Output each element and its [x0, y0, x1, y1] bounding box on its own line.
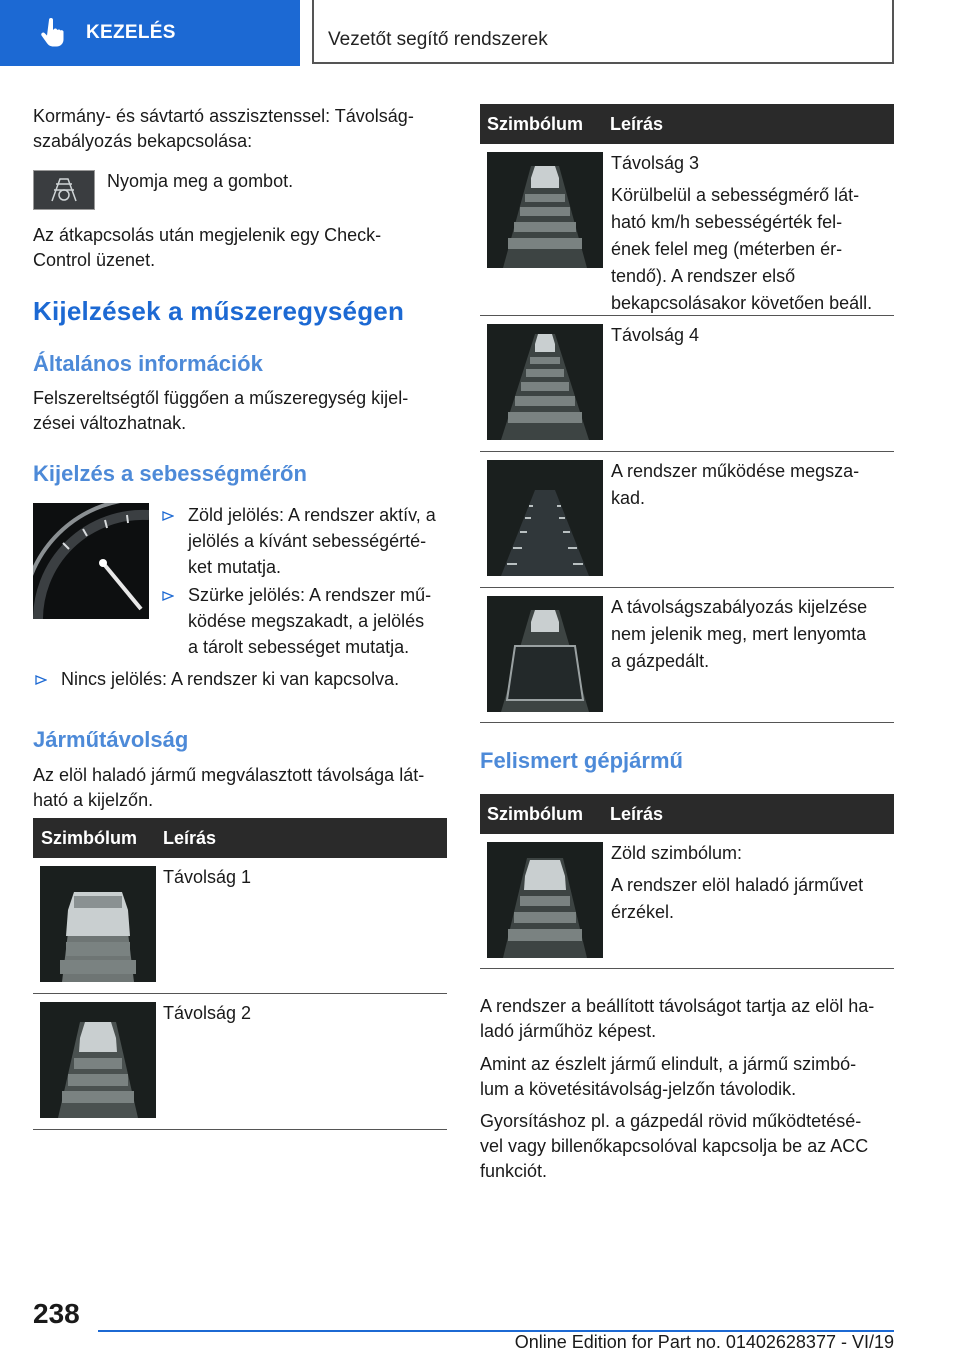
- paragraph: Gyorsításhoz pl. a gázpedál rövid működtetésé- vel vagy billenőkapcsolóval kapcsolja be az ACC funkciót.: [480, 1111, 869, 1181]
- col-header-symbol: Szimbólum: [487, 804, 584, 824]
- col-header-symbol: Szimbólum: [41, 828, 138, 848]
- distance-2-symbol: [40, 1002, 156, 1118]
- table-divider: [33, 993, 447, 994]
- button-instruction: Nyomja meg a gombot.: [107, 171, 294, 191]
- after-text: Az átkapcsolás után megjelenik egy Check- Control üzenet.: [33, 225, 382, 270]
- table-cell: Távolság 4: [611, 325, 700, 345]
- section-label: KEZELÉS: [86, 22, 176, 43]
- bullet-item: Szürke jelölés: A rendszer mű- ködése megszakadt, a jelölés a tárolt sebességet mutatja.: [188, 585, 432, 657]
- bullet-triangle-icon: [162, 590, 174, 602]
- table-divider: [480, 315, 894, 316]
- table-cell: Távolság 2: [163, 1003, 252, 1023]
- bullet-item: Zöld jelölés: A rendszer aktív, a jelölés a kívánt sebességérté- ket mutatja.: [188, 505, 436, 577]
- col-header-description: Leírás: [163, 828, 217, 848]
- edition-info: Online Edition for Part no. 01402628377 - VI/19: [514, 1332, 894, 1352]
- table-divider: [480, 451, 894, 452]
- table-cell: A távolságszabályozás kijelzése nem jelenik meg, mert lenyomta a gázpedált.: [611, 597, 868, 671]
- accelerator-pressed-symbol: [487, 596, 603, 712]
- intro-text: Kormány- és sávtartó asszisztenssel: Távolság- szabályozás bekapcsolása:: [33, 106, 414, 151]
- heading-sebessegmero: Kijelzés a sebességmérőn: [33, 461, 307, 486]
- table-cell: Távolság 1: [163, 867, 252, 887]
- distance-3-symbol: [487, 152, 603, 268]
- table-cell: Zöld szimbólum:: [611, 843, 743, 863]
- chapter-header: [312, 0, 894, 64]
- bullet-item: Nincs jelölés: A rendszer ki van kapcsolva.: [61, 669, 400, 689]
- heading-kijelzesek: Kijelzések a műszeregységen: [33, 296, 405, 326]
- speedometer-image: [33, 503, 149, 619]
- bullet-triangle-icon: [35, 674, 47, 686]
- col-header-description: Leírás: [610, 804, 664, 824]
- distance-4-symbol: [487, 324, 603, 440]
- table-divider: [33, 1129, 447, 1130]
- detected-vehicle-symbol: [487, 842, 603, 958]
- table-header: [480, 104, 894, 144]
- page-number: 238: [33, 1298, 80, 1329]
- table-cell: Körülbelül a sebességmérő lát- ható km/h sebességérték fel- ének felel meg (méterben ér- tendő). A rendszer első bekapcsolásakor követően beáll.: [611, 185, 873, 313]
- heading-jarmutavolsag: Járműtávolság: [33, 727, 189, 752]
- table-header: [480, 794, 894, 834]
- table-cell: Távolság 3: [611, 153, 700, 173]
- system-interrupted-symbol: [487, 460, 603, 576]
- table-divider: [480, 722, 894, 723]
- bullet-triangle-icon: [162, 510, 174, 522]
- col-header-description: Leírás: [610, 114, 664, 134]
- paragraph: Amint az észlelt jármű elindult, a jármű szimbó- lum a követésitávolság-jelzőn távolodik.: [480, 1054, 857, 1099]
- section-tab[interactable]: [0, 0, 300, 66]
- distance-1-symbol: [40, 866, 156, 982]
- table-divider: [480, 587, 894, 588]
- col-header-symbol: Szimbólum: [487, 114, 584, 134]
- table-divider: [480, 968, 894, 969]
- table-cell: A rendszer működése megsza- kad.: [611, 461, 860, 508]
- table-cell: A rendszer elöl haladó járművet érzékel.: [611, 875, 864, 922]
- table-header: [33, 818, 447, 858]
- heading-felismert: Felismert gépjármű: [480, 748, 683, 773]
- hand-pointer-icon: [40, 18, 66, 48]
- paragraph: A rendszer a beállított távolságot tartja az elöl ha- ladó járműhöz képest.: [480, 996, 875, 1041]
- distance-button-icon: [33, 170, 95, 210]
- chapter-title: Vezetőt segítő rendszerek: [328, 29, 548, 50]
- altalanos-text: Felszereltségtől függően a műszeregység kijel- zései változhatnak.: [33, 388, 409, 433]
- jarmutavolsag-text: Az elöl haladó jármű megválasztott távolsága lát- ható a kijelzőn.: [33, 765, 425, 810]
- heading-altalanos: Általános információk: [33, 351, 263, 376]
